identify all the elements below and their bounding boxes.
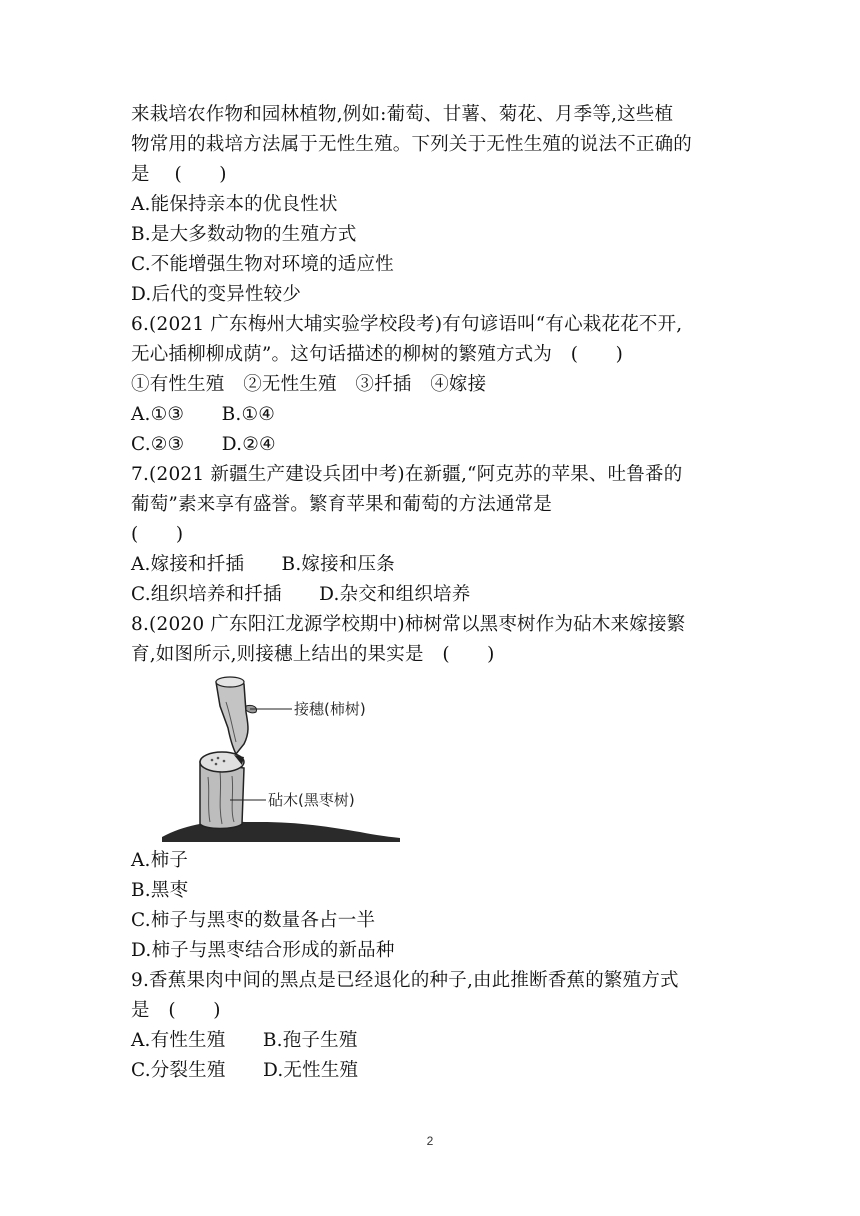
scion-branch [216,678,248,754]
option-line: C.组织培养和扦插 D.杂交和组织培养 [131,584,471,605]
question-7-line: ( ) [131,524,184,545]
option-line: A.能保持亲本的优良性状 [131,194,338,215]
question-8-line: 育,如图所示,则接穗上结出的果实是 ( ) [131,644,495,665]
option-line: D.后代的变异性较少 [131,284,302,305]
text-line: 来栽培农作物和园林植物,例如:葡萄、甘薯、菊花、月季等,这些植 [131,104,674,125]
question-9-line: 9.香蕉果肉中间的黑点是已经退化的种子,由此推断香蕉的繁殖方式 [131,970,679,991]
question-7-line: 7.(2021 新疆生产建设兵团中考)在新疆,“阿克苏的苹果、吐鲁番的 [131,464,683,485]
question-9-line: 是 ( ) [131,1000,221,1021]
option-line: D.柿子与黑枣结合形成的新品种 [131,940,395,961]
grafting-figure [160,672,410,844]
option-line: B.黑枣 [131,880,189,901]
text-line: 是 ( ) [131,164,227,185]
question-8-line: 8.(2020 广东阳江龙源学校期中)柿树常以黑枣树作为砧木来嫁接繁 [131,614,686,635]
option-line: B.是大多数动物的生殖方式 [131,224,357,245]
text-block-top [131,100,741,670]
option-line: C.②③ D.②④ [131,434,276,455]
rootstock-label: 砧木(黑枣树) [268,791,355,809]
question-6-line: 无心插柳柳成荫”。这句话描述的柳树的繁殖方式为 ( ) [131,344,623,365]
option-line: C.分裂生殖 D.无性生殖 [131,1060,359,1081]
page-number: 2 [426,1134,434,1148]
text-block-bottom [131,846,741,1086]
option-line: A.嫁接和扦插 B.嫁接和压条 [131,554,395,575]
option-line: A.有性生殖 B.孢子生殖 [131,1030,358,1051]
question-6-choices: ①有性生殖 ②无性生殖 ③扦插 ④嫁接 [131,374,487,395]
ground-shape [162,821,400,842]
question-6-line: 6.(2021 广东梅州大埔实验学校段考)有句谚语叫“有心栽花花不开, [131,314,683,335]
option-line: A.柿子 [131,850,189,871]
option-line: C.不能增强生物对环境的适应性 [131,254,394,275]
question-7-line: 葡萄”素来享有盛誉。繁育苹果和葡萄的方法通常是 [131,494,553,515]
option-line: C.柿子与黑枣的数量各占一半 [131,910,376,931]
scion-label: 接穗(柿树) [294,700,366,718]
grafting-illustration [160,672,410,844]
text-line: 物常用的栽培方法属于无性生殖。下列关于无性生殖的说法不正确的 [131,134,693,155]
rootstock-cut-top [200,752,244,772]
option-line: A.①③ B.①④ [131,404,276,425]
